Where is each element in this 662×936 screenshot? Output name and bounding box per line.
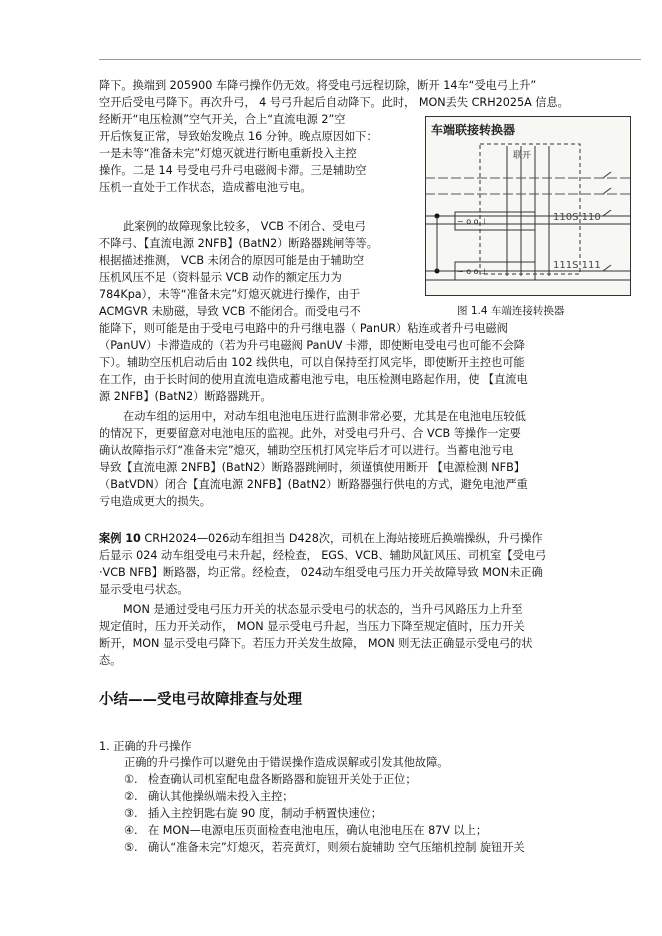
svg-text:~ o o ⊥: ~ o o ⊥ [457, 267, 489, 276]
text-line: 下）。辅助空压机启动后由 102 线供电，可以自保持至打风完毕，即使断开主控也可能 [99, 356, 525, 369]
step-number: ①. [124, 773, 138, 786]
text-line: 的情况下，更要留意对电池电压的监视。此外，对受电弓升弓、合 VCB 等操作一定要 [99, 427, 521, 440]
case-10 [99, 530, 645, 598]
step-text: 确认“准备未完”灯熄灭，若亮黄灯，则须右旋辅助 空气压缩机控制 旋钮开关 [148, 841, 525, 854]
text-line: 规定值时，压力开关动作， MON 显示受电弓升起，当压力下降至规定值时，压力开关 [99, 620, 525, 633]
text-line: （PanUV）卡滞造成的（若为升弓电磁阀 PanUV 卡滞，即使断电受电弓也可能不会降 [99, 339, 525, 352]
case-10-label: 案例 10 [99, 532, 141, 545]
list-item [124, 771, 525, 788]
text-line: 784Kpa），未等“准备未完”灯熄灭就进行操作，由于 [99, 288, 361, 301]
text-line: 此案例的故障现象比较多， VCB 不闭合、受电弓 [123, 220, 366, 233]
figure-title: 车端联接转换器 [431, 123, 516, 137]
figure-inner-label: 联开 [513, 151, 532, 161]
step-number: ②. [124, 790, 138, 803]
text-line: 后显示 024 动车组受电弓未升起，经检查， EGS、VCB、辅助风缸风压、司机室【受电弓 [99, 549, 547, 562]
text-line: 压机一直处于工作状态，造成蓄电池亏电。 [99, 181, 312, 194]
text-line: 降下。换端到 205900 车降弓操作仍无效。将受电弓远程切除，断开 14车“受电弓上升” [99, 79, 537, 92]
section-heading: 小结——受电弓故障排查与处理 [99, 692, 302, 708]
text-line: 断开，MON 显示受电弓降下。若压力开关发生故障， MON 则无法正确显示受电弓的状 [99, 637, 533, 650]
list-item [124, 839, 525, 856]
header-rule [99, 59, 641, 60]
list-item [124, 805, 525, 822]
paragraph-2 [99, 218, 645, 405]
figure-caption: 图 1.4 车端连接转换器 [457, 305, 565, 317]
paragraph-3 [99, 408, 645, 510]
text-line: 在工作，由于长时间的使用直流电造成蓄电池亏电，电压检测电路起作用，使 【直流电 [99, 373, 528, 386]
text-line: 空开后受电弓降下。再次升弓， 4 号弓升起后自动降下。此时， MON丢失 CRH2025A 信息。 [99, 96, 569, 109]
text-line: 态。 [99, 654, 122, 667]
text-line: MON 是通过受电弓压力开关的状态显示受电弓的状态的，当升弓风路压力上升至 [123, 603, 523, 616]
list-item [124, 822, 525, 839]
step-number: ③. [124, 807, 138, 820]
step-text: 插入主控钥匙右旋 90 度，制动手柄置快速位； [148, 807, 382, 820]
figure-line2-label: 111S 111 [553, 260, 601, 271]
step-text: 确认其他操纵端未投入主控； [148, 790, 294, 803]
text-line: 能降下，则可能是由于受电弓电路中的升弓继电器（ PanUR）粘连或者升弓电磁阀 [99, 322, 508, 335]
svg-text:~ o o ⊥: ~ o o ⊥ [457, 217, 489, 226]
text-line: 开后恢复正常，导致始发晚点 16 分钟。晚点原因如下： [99, 130, 378, 143]
text-line: 亏电造成更大的损失。 [99, 495, 211, 508]
text-line: 一是未等“准备未完”灯熄灭就进行断电重新投入主控 [99, 147, 357, 160]
text-line [99, 530, 645, 547]
text-line: 确认故障指示灯“准备未完”熄灭，辅助空压机打风完毕后才可以进行。当蓄电池亏电 [99, 444, 514, 457]
text-line: ACMGVR 未励磁，导致 VCB 不能闭合。而受电弓不 [99, 305, 361, 318]
text-line: 操作。二是 14 号受电弓升弓电磁阀卡滞。三是辅助空 [99, 164, 367, 177]
text-line: 不降弓、【直流电源 2NFB】(BatN2）断路器跳闸等等。 [99, 237, 378, 250]
list-title: 1. 正确的升弓操作 [99, 740, 192, 753]
case-10-text: CRH2024—026动车组担当 D428次，司机在上海站接班后换端操纵，升弓操作 [140, 532, 543, 545]
text-line: 源 2NFB】(BatN2）断路器跳开。 [99, 390, 272, 403]
text-line: 经断开“电压检测”空气开关，合上“直流电源 2”空 [99, 113, 346, 126]
text-line: （BatVDN）闭合【直流电源 2NFB】(BatN2）断路器强行供电的方式，避免电池严重 [99, 478, 528, 491]
text-line: 根据描述推测， VCB 未闭合的原因可能是由于辅助空 [99, 254, 365, 267]
step-number: ⑤. [124, 841, 138, 854]
text-line: ·VCB NFB】断路器，均正常。经检查， 024动车组受电弓压力开关故障导致 MON未正确 [99, 566, 543, 579]
paragraph-5 [99, 601, 645, 669]
text-line: 显示受电弓状态。 [99, 583, 189, 596]
figure-line1-label: 110S 110 [553, 212, 601, 223]
text-line: 导致【直流电源 2NFB】(BatN2）断路器跳闸时，须谨慎使用断开 【电源检测 NFB】 [99, 461, 525, 474]
steps-list [124, 771, 525, 856]
text-line: 在动车组的运用中，对动车组电池电压进行监测非常必要，尤其是在电池电压较低 [123, 410, 526, 423]
list-item [124, 788, 525, 805]
step-text: 在 MON—电源电压页面检查电池电压，确认电池电压在 87V 以上； [148, 824, 488, 837]
list-intro: 正确的升弓操作可以避免由于错误操作造成误解或引发其他故障。 [124, 756, 449, 769]
step-number: ④. [124, 824, 138, 837]
text-line: 压机风压不足（资料显示 VCB 动作的额定压力为 [99, 271, 342, 284]
step-text: 检查确认司机室配电盘各断路器和旋钮开关处于正位； [148, 773, 417, 786]
